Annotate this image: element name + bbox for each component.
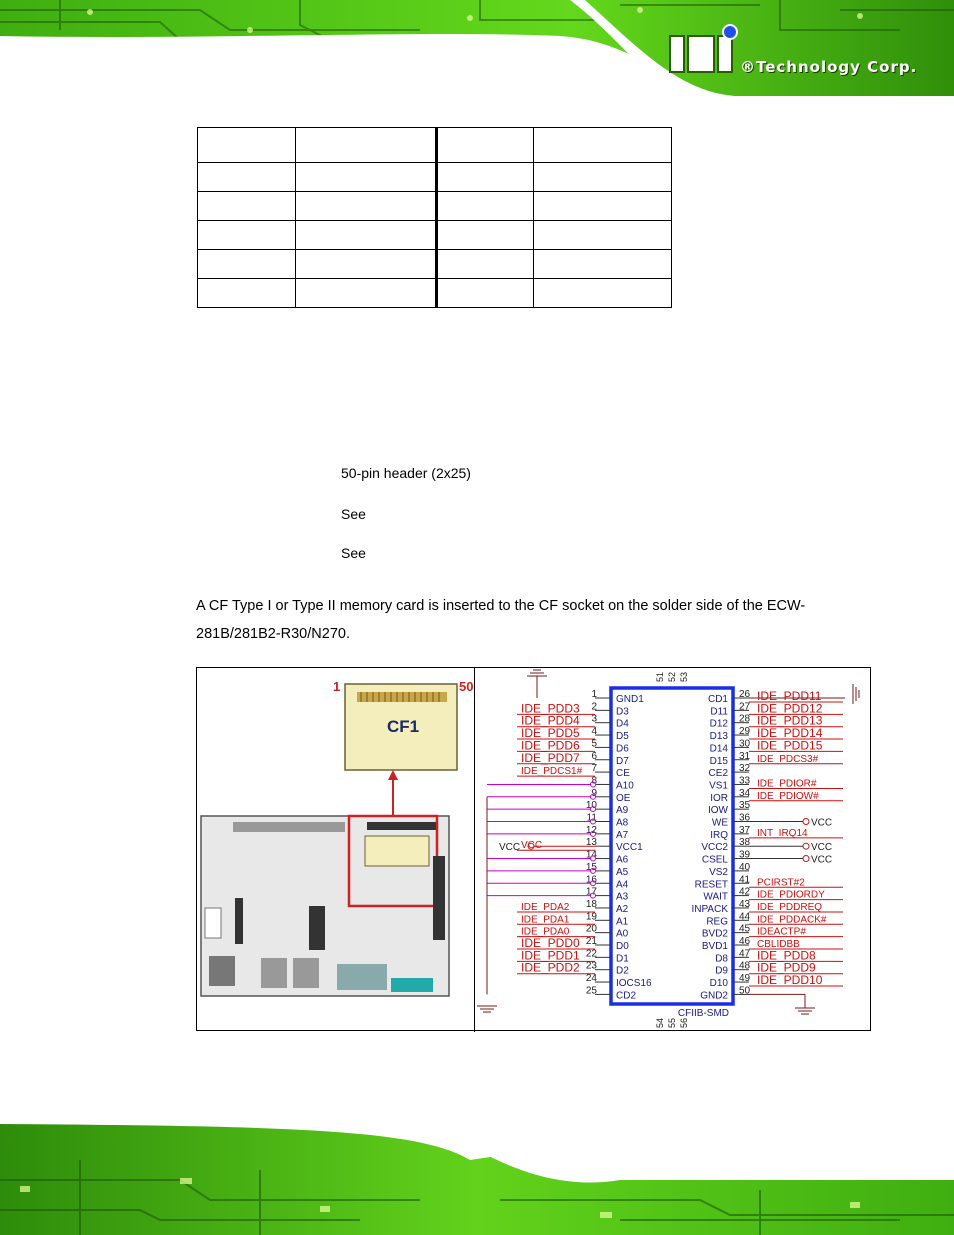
left-pin-number: 24 bbox=[585, 973, 597, 985]
left-net-label: IDE_PDA1 bbox=[521, 914, 570, 926]
right-net-label: IDE_PDD13 bbox=[757, 713, 823, 728]
left-pin-name: D3 bbox=[616, 706, 629, 718]
left-pin-number: 19 bbox=[585, 911, 597, 923]
right-pin-name: WAIT bbox=[703, 891, 728, 903]
left-pin-name: A2 bbox=[616, 903, 629, 915]
table-cell bbox=[534, 221, 672, 250]
left-pin-number: 5 bbox=[591, 738, 597, 750]
right-net-label: VCC bbox=[811, 817, 833, 829]
left-pin-number: 10 bbox=[585, 800, 597, 812]
left-pin-name: GND1 bbox=[616, 694, 644, 705]
left-pin-number: 25 bbox=[585, 985, 597, 997]
left-pin-number: 23 bbox=[585, 960, 597, 972]
left-pin-name: A7 bbox=[616, 829, 629, 841]
iei-logo-mark bbox=[668, 24, 748, 74]
right-pin-name: CD1 bbox=[707, 694, 728, 705]
left-pin-name: CD2 bbox=[616, 990, 637, 1002]
table-row bbox=[198, 279, 672, 308]
right-pin-number: 33 bbox=[739, 775, 751, 787]
right-net-label: IDE_PDD15 bbox=[757, 738, 823, 753]
right-pin-name: D10 bbox=[709, 978, 728, 990]
table-cell bbox=[534, 128, 672, 163]
table-cell bbox=[437, 250, 534, 279]
connector-pinouts-value: See bbox=[341, 545, 366, 561]
table-cell bbox=[296, 192, 437, 221]
right-pin-name: IOR bbox=[710, 792, 728, 804]
right-pin-number: 36 bbox=[739, 812, 751, 824]
right-net-label: IDE_PDIOW# bbox=[757, 790, 819, 802]
right-pin-number: 43 bbox=[739, 898, 751, 910]
right-pin-name: WE bbox=[711, 817, 728, 829]
table-cell bbox=[296, 128, 437, 163]
top-pin-number: 51 bbox=[655, 671, 665, 682]
table-cell bbox=[534, 163, 672, 192]
right-pin-name: RESET bbox=[694, 879, 728, 891]
ground-symbol bbox=[477, 1006, 497, 1012]
table-cell bbox=[198, 250, 296, 279]
left-net-label: IDE_PDD7 bbox=[521, 750, 580, 765]
left-pin-name: CE bbox=[616, 768, 630, 780]
right-pin-number: 27 bbox=[739, 701, 751, 713]
table-cell bbox=[437, 192, 534, 221]
vcc-dot bbox=[803, 819, 809, 825]
left-pin-number: 11 bbox=[586, 812, 597, 824]
pin-50-label: 50 bbox=[459, 679, 474, 694]
right-net-label: CBLIDBB bbox=[757, 939, 800, 950]
table-cell bbox=[296, 221, 437, 250]
right-net-label: IDE_PDIORDY bbox=[757, 889, 825, 901]
vcc-dot bbox=[803, 856, 809, 862]
vcc-dot bbox=[803, 843, 809, 849]
right-net-label: IDE_PDD12 bbox=[757, 701, 823, 716]
right-pin-number: 30 bbox=[739, 738, 751, 750]
right-net-label: IDE_PDCS3# bbox=[757, 753, 819, 765]
ground-symbol bbox=[853, 684, 859, 704]
left-net-label: IDE_PDD0 bbox=[521, 936, 580, 950]
right-pin-number: 39 bbox=[739, 849, 751, 861]
left-pin-number: 13 bbox=[585, 837, 597, 849]
bottom-pin-number: 56 bbox=[679, 1017, 689, 1028]
right-pin-name: GND2 bbox=[700, 990, 728, 1002]
right-net-label: PCIRST#2 bbox=[757, 877, 805, 889]
table-cell bbox=[534, 250, 672, 279]
left-net-label: IDE_PDD5 bbox=[521, 726, 580, 741]
left-pin-name: A3 bbox=[616, 891, 629, 903]
left-pin-name: D0 bbox=[616, 941, 629, 952]
left-pin-name: A6 bbox=[616, 854, 629, 866]
left-pin-name: D7 bbox=[616, 755, 629, 767]
left-pin-number: 22 bbox=[585, 948, 597, 960]
left-pin-name: VCC1 bbox=[616, 842, 643, 854]
right-pin-number: 35 bbox=[739, 800, 751, 812]
right-pin-name: D14 bbox=[709, 743, 728, 755]
right-pin-number: 47 bbox=[739, 948, 751, 960]
table-cell bbox=[198, 163, 296, 192]
top-pin-number: 52 bbox=[667, 671, 677, 682]
right-pin-name: VS1 bbox=[709, 780, 728, 792]
bottom-pin-number: 54 bbox=[655, 1017, 665, 1028]
left-pin-number: 12 bbox=[585, 824, 597, 836]
right-pin-name: IRQ bbox=[710, 829, 728, 841]
left-pin-name: A10 bbox=[616, 780, 634, 792]
footer-circuit-graphic bbox=[0, 1120, 954, 1235]
right-pin-number: 38 bbox=[739, 837, 751, 849]
left-pin-number: 17 bbox=[585, 886, 597, 898]
right-pin-name: VS2 bbox=[709, 866, 728, 878]
board-illustration bbox=[197, 668, 474, 1032]
left-pin-name: IOCS16 bbox=[616, 978, 652, 990]
left-net-label: IDE_PDA0 bbox=[521, 926, 570, 938]
right-pin-number: 31 bbox=[739, 750, 751, 762]
right-pin-number: 40 bbox=[739, 861, 751, 873]
cf-connector-figure bbox=[196, 667, 871, 1031]
pin-1-label: 1 bbox=[333, 679, 341, 694]
right-pin-name: IOW bbox=[708, 805, 728, 817]
right-pin-number: 45 bbox=[739, 923, 751, 935]
left-pin-name: D2 bbox=[616, 965, 629, 977]
left-pin-name: D6 bbox=[616, 743, 629, 755]
right-pin-name: VCC2 bbox=[701, 842, 728, 854]
table-cell bbox=[437, 163, 534, 192]
right-net-label: VCC bbox=[811, 842, 833, 854]
left-pin-number: 18 bbox=[585, 898, 597, 910]
right-net-label: INT_IRQ14 bbox=[757, 827, 808, 839]
right-net-label: IDEACTP# bbox=[757, 926, 806, 938]
right-pin-number: 41 bbox=[739, 874, 751, 886]
left-pin-number: 16 bbox=[585, 874, 597, 886]
right-pin-number: 49 bbox=[739, 973, 751, 985]
pinout-table bbox=[197, 127, 672, 308]
left-net-label: IDE_PDD1 bbox=[521, 948, 580, 963]
right-net-label: IDE_PDD8 bbox=[757, 948, 816, 963]
bottom-pin-number: 55 bbox=[667, 1017, 677, 1028]
right-net-label: IDE_PDIOR# bbox=[757, 778, 817, 790]
right-pin-number: 42 bbox=[739, 886, 751, 898]
top-pin-number: 53 bbox=[679, 671, 689, 682]
right-net-label: IDE_PDDREQ bbox=[757, 901, 823, 913]
right-pin-name: D11 bbox=[710, 706, 728, 718]
ground-symbol bbox=[795, 1008, 815, 1014]
table-row bbox=[198, 250, 672, 279]
right-pin-name: D9 bbox=[715, 965, 728, 977]
right-pin-number: 46 bbox=[739, 936, 751, 947]
table-cell bbox=[198, 279, 296, 308]
left-pin-name: A8 bbox=[616, 817, 629, 829]
cf-schematic bbox=[475, 668, 871, 1032]
part-name-label: CFIIB-SMD bbox=[677, 1008, 729, 1019]
left-vcc-label: VCC bbox=[499, 842, 521, 854]
left-pin-number: 21 bbox=[585, 936, 597, 947]
table-row bbox=[198, 128, 672, 163]
connector-location-value: See bbox=[341, 506, 366, 522]
right-net-label: IDE_PDDACK# bbox=[757, 914, 827, 926]
left-pin-number: 2 bbox=[591, 701, 597, 713]
right-pin-name: D12 bbox=[709, 718, 728, 730]
left-pin-name: A4 bbox=[616, 879, 629, 891]
right-pin-name: D8 bbox=[715, 953, 728, 965]
table-row bbox=[198, 192, 672, 221]
left-net-label: IDE_PDD4 bbox=[521, 713, 580, 728]
left-pin-name: D5 bbox=[616, 731, 629, 743]
right-pin-number: 50 bbox=[739, 985, 751, 997]
table-cell bbox=[198, 128, 296, 163]
left-pin-name: D1 bbox=[616, 953, 629, 965]
right-pin-name: INPACK bbox=[691, 903, 728, 915]
left-net-label: IDE_PDCS1# bbox=[521, 766, 583, 778]
left-pin-number: 1 bbox=[591, 689, 597, 700]
table-cell bbox=[198, 221, 296, 250]
right-pin-name: BVD1 bbox=[701, 941, 728, 952]
table-cell bbox=[296, 279, 437, 308]
table-cell bbox=[437, 128, 534, 163]
table-cell bbox=[534, 279, 672, 308]
left-net-label: IDE_PDD3 bbox=[521, 701, 580, 716]
table-cell bbox=[296, 163, 437, 192]
right-pin-number: 48 bbox=[739, 960, 751, 972]
left-pin-number: 14 bbox=[585, 849, 597, 861]
description-paragraph: A CF Type I or Type II memory card is inserted to the CF socket on the solder side of the ECW-281B/281B2-R30/N270. bbox=[196, 598, 806, 642]
table-cell bbox=[437, 221, 534, 250]
table-cell bbox=[437, 279, 534, 308]
cf1-label: CF1 bbox=[387, 717, 420, 736]
table-cell bbox=[296, 250, 437, 279]
left-pin-number: 9 bbox=[591, 787, 597, 799]
right-net-label: IDE_PDD11 bbox=[757, 689, 822, 703]
right-net-label: IDE_PDD10 bbox=[757, 973, 823, 988]
right-pin-number: 32 bbox=[739, 763, 751, 775]
right-pin-name: REG bbox=[706, 916, 728, 928]
table-cell bbox=[534, 192, 672, 221]
left-pin-name: OE bbox=[616, 792, 631, 804]
page-footer bbox=[0, 1120, 954, 1235]
right-pin-name: D13 bbox=[709, 731, 728, 743]
right-pin-number: 44 bbox=[739, 911, 751, 923]
left-net-label: VCC bbox=[521, 840, 543, 852]
right-pin-number: 34 bbox=[739, 787, 751, 799]
left-pin-number: 20 bbox=[585, 923, 597, 935]
left-pin-number: 4 bbox=[591, 726, 597, 738]
left-pin-name: D4 bbox=[616, 718, 629, 730]
left-pin-number: 3 bbox=[591, 713, 597, 725]
left-pin-number: 8 bbox=[591, 775, 597, 787]
right-pin-number: 37 bbox=[739, 824, 751, 836]
right-pin-name: CE2 bbox=[708, 768, 728, 780]
left-pin-number: 15 bbox=[585, 861, 597, 873]
left-pin-name: A5 bbox=[616, 866, 629, 878]
right-net-label: IDE_PDD9 bbox=[757, 960, 816, 975]
left-net-label: IDE_PDD6 bbox=[521, 738, 580, 753]
right-pin-name: CSEL bbox=[701, 854, 728, 866]
left-pin-name: A9 bbox=[616, 805, 629, 817]
table-row bbox=[198, 221, 672, 250]
connector-type-value: 50-pin header (2x25) bbox=[341, 465, 471, 481]
left-net-label: IDE_PDD2 bbox=[521, 960, 580, 975]
left-pin-name: A0 bbox=[616, 928, 629, 940]
left-pin-name: A1 bbox=[616, 916, 629, 928]
right-pin-number: 28 bbox=[739, 713, 751, 725]
right-net-label: VCC bbox=[811, 854, 833, 866]
right-pin-number: 29 bbox=[739, 726, 751, 738]
table-row bbox=[198, 163, 672, 192]
right-pin-number: 26 bbox=[739, 689, 751, 700]
page-header bbox=[0, 0, 954, 112]
left-pin-number: 6 bbox=[591, 750, 597, 762]
table-cell bbox=[198, 192, 296, 221]
right-net-label: IDE_PDD14 bbox=[757, 726, 823, 741]
brand-text: ®Technology Corp. bbox=[740, 58, 918, 76]
right-pin-name: D15 bbox=[709, 755, 728, 767]
left-pin-number: 7 bbox=[591, 763, 597, 775]
ground-symbol bbox=[527, 670, 547, 676]
left-net-label: IDE_PDA2 bbox=[521, 901, 570, 913]
right-pin-name: BVD2 bbox=[701, 928, 728, 940]
